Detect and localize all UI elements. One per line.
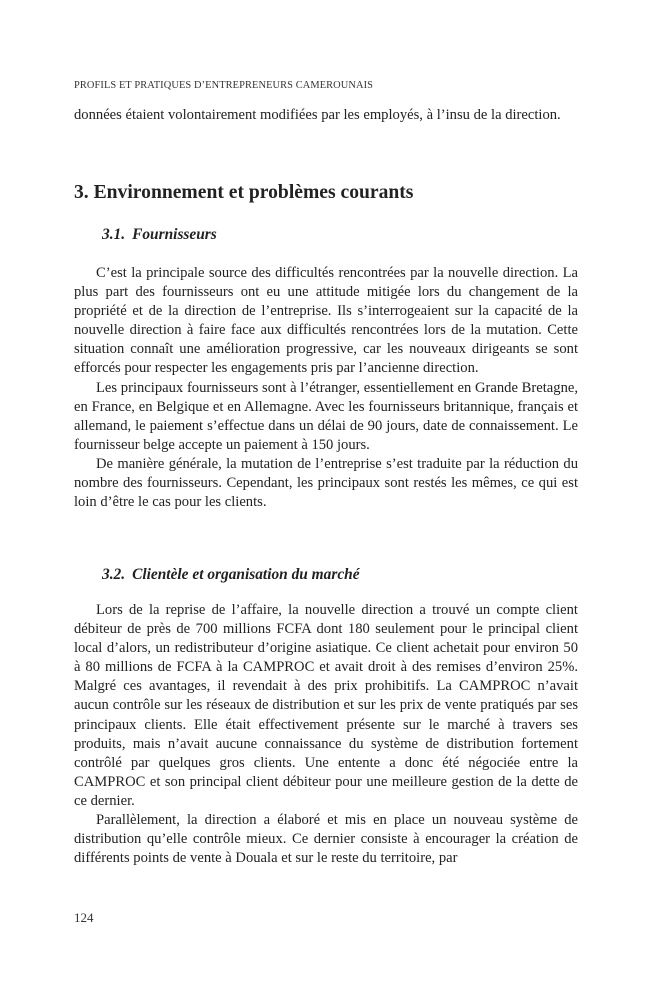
- paragraph: C’est la principale source des difficultés rencontrées par la nouvelle direction. La plus part des fournisseurs ont eu une attitude mitigée lors du changement de la propriété et de la direction de l’entreprise. Ils s’interrogeaient sur la capacité de la nouvelle direction à faire face aux difficultés rencontrées lors de la mutation. Cette situation connaît une amélioration progressive, car les nouveaux dirigeants se sont efforcés pour respecter les engagements pris par l’ancienne direction.: [74, 265, 578, 377]
- running-header: PROFILS ET PRATIQUES D’ENTREPRENEURS CAMEROUNAIS: [74, 80, 374, 91]
- page-number: 124: [74, 910, 94, 925]
- intro-block: [74, 106, 578, 125]
- subsection-heading-clientele: [102, 566, 360, 584]
- paragraph: De manière générale, la mutation de l’entreprise s’est traduite par la réduction du nombre des fournisseurs. Cependant, les principaux sont restés les mêmes, ce qui est loin d’être le cas pour les clients.: [74, 455, 578, 511]
- clientele-body: [74, 601, 578, 868]
- subsection-title: Fournisseurs: [132, 226, 217, 243]
- section-heading: 3. Environnement et problèmes courants: [74, 182, 414, 203]
- paragraph: Les principaux fournisseurs sont à l’étranger, essentiellement en Grande Bretagne, en France, en Belgique et en Allemagne. Avec les fournisseurs britannique, français et allemand, le paiement s’effectue dans un délai de 90 jours, date de connaissement. Le fournisseur belge accepte un paiement à 150 jours.: [74, 379, 578, 453]
- suppliers-body: [74, 264, 578, 512]
- subsection-title: Clientèle et organisation du marché: [132, 566, 360, 583]
- paragraph: Lors de la reprise de l’affaire, la nouvelle direction a trouvé un compte client débiteur de près de 700 millions FCFA dont 180 seulement pour le principal client local d’alors, un redistributeur d’origine asiatique. Ce client achetait pour environ 50 à 80 millions de FCFA à la CAMPROC et avait droit à des remises d’environ 25%. Malgré ces avantages, il revendait à des prix prohibitifs. La CAMPROC n’avait aucun contrôle sur les réseaux de distribution et sur les prix de vente pratiqués par ses principaux clients. Elle était effectivement présente sur le marché à travers ses produits, mais n’avait aucune connaissance du système de distribution fortement contrôlé par quelques gros clients. Une entente a donc été négociée entre la CAMPROC et son principal client débiteur pour une meilleure gestion de la dette de ce dernier.: [74, 602, 578, 809]
- paragraph: Parallèlement, la direction a élaboré et mis en place un nouveau système de distribution qu’elle contrôle mieux. Ce dernier consiste à encourager la création de différents points de vente à Douala et sur le reste du territoire, par: [74, 812, 578, 867]
- subsection-number: 3.1.: [102, 226, 126, 243]
- subsection-heading-suppliers: [102, 226, 217, 244]
- subsection-number: 3.2.: [102, 566, 126, 583]
- intro-paragraph: données étaient volontairement modifiées par les employés, à l’insu de la direction.: [74, 107, 561, 123]
